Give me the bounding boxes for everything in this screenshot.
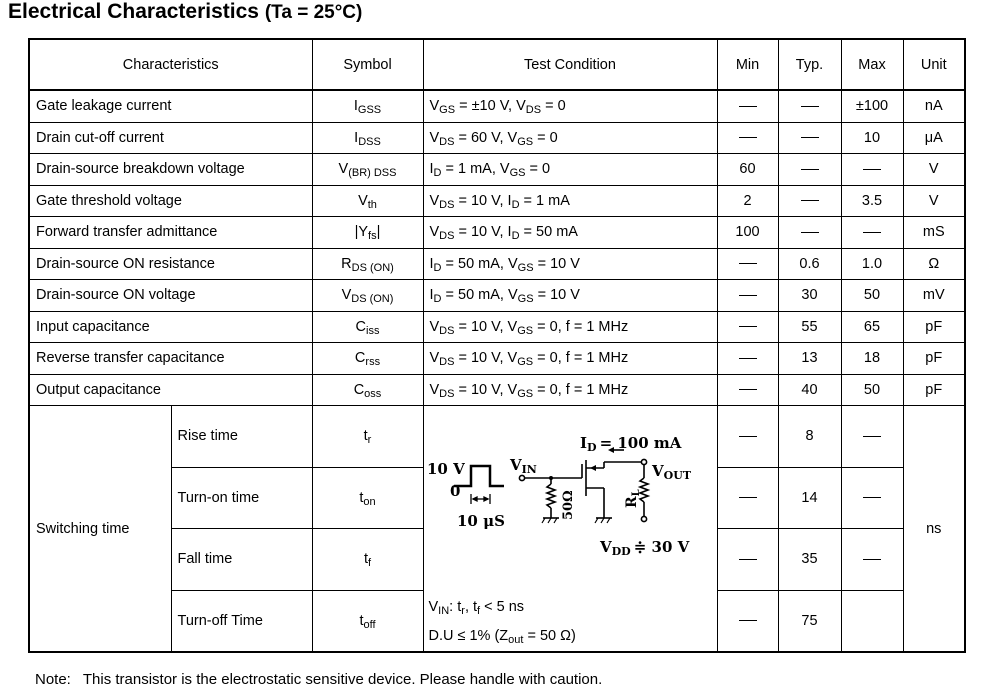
unit-value: mS (903, 217, 965, 249)
symbol-sub: fs (368, 230, 377, 243)
typ-value-text: 14 (801, 489, 818, 506)
test-condition-cell (423, 343, 717, 375)
symbol-cell (312, 374, 423, 406)
test-circuit-cell (423, 406, 717, 653)
header-typ: Typ. (778, 39, 841, 90)
max-value-text: 65 (863, 318, 881, 335)
symbol-main: C (355, 318, 367, 335)
symbol-main: I (353, 98, 358, 115)
cond-var: V (499, 161, 510, 178)
max-value-text: ±100 (855, 98, 889, 115)
cond-value: = 50 mA (519, 224, 578, 241)
dash-mark (801, 232, 819, 233)
pulse-high-label: 10 V (426, 460, 465, 478)
footnote (35, 671, 602, 688)
cond-var: I (507, 192, 512, 209)
typ-value (778, 374, 841, 406)
min-value (717, 185, 778, 217)
typ-value (778, 248, 841, 280)
min-value (717, 90, 778, 122)
dash-mark (739, 358, 757, 359)
min-value (717, 374, 778, 406)
symbol-sub: DS (ON) (351, 293, 394, 306)
symbol-sub: iss (366, 324, 380, 337)
table-row (29, 154, 965, 186)
symbol-main: t (363, 428, 368, 445)
test-condition-cell (423, 280, 717, 312)
typ-value (778, 590, 841, 652)
cond-var: V (429, 192, 440, 209)
dash-mark (801, 169, 819, 170)
symbol-sub: oss (364, 387, 382, 400)
symbol-main: I (354, 129, 359, 146)
max-value (841, 185, 903, 217)
cond-var: V (507, 318, 518, 335)
cond-value: = 10 V, (454, 350, 508, 367)
page-title (8, 0, 362, 24)
electrical-characteristics-table (28, 38, 966, 653)
typ-value-text: 13 (801, 350, 818, 367)
cond-var-sub: GS (517, 356, 534, 369)
min-value (717, 311, 778, 343)
symbol-sub: off (363, 618, 376, 631)
cond-var-sub: DS (439, 356, 455, 369)
min-value (717, 529, 778, 591)
cond-var-sub: D (433, 293, 442, 306)
header-test-condition: Test Condition (423, 39, 717, 90)
min-value (717, 467, 778, 529)
symbol-cell (312, 248, 423, 280)
switching-group-label: Switching time (29, 406, 171, 653)
typ-value (778, 529, 841, 591)
max-value-text: 50 (863, 381, 881, 398)
cond-value: = 10 V (533, 287, 580, 304)
max-value (841, 311, 903, 343)
max-value (841, 122, 903, 154)
dash-mark (801, 106, 819, 107)
min-value (717, 248, 778, 280)
symbol-sub: th (367, 198, 377, 211)
table-row (29, 90, 965, 122)
cond-var: V (507, 255, 518, 272)
dash-mark (739, 137, 757, 138)
symbol-main: C (353, 381, 365, 398)
typ-value (778, 311, 841, 343)
max-value (841, 248, 903, 280)
dash-mark (739, 106, 757, 107)
max-value-text: 3.5 (861, 192, 883, 209)
cond-var: V (516, 98, 526, 115)
cond-var-sub: D (511, 230, 520, 243)
dash-mark (863, 436, 881, 437)
cond-var: V (429, 129, 440, 146)
cond-value: = 10 V, (454, 318, 508, 335)
cond-var: I (429, 161, 434, 178)
cond-value: = 60 V, (454, 129, 508, 146)
symbol-cell (312, 343, 423, 375)
header-row (29, 39, 965, 90)
typ-value (778, 154, 841, 186)
symbol-cell (312, 590, 423, 652)
symbol-main: R (341, 255, 352, 272)
min-value (717, 217, 778, 249)
cond-var: V (429, 350, 440, 367)
unit-value: nA (903, 90, 965, 122)
min-value-text: 100 (735, 224, 760, 241)
typ-value (778, 122, 841, 154)
symbol-main: t (363, 551, 368, 568)
unit-value: mV (903, 280, 965, 312)
title-condition: (Ta = 25°C) (264, 2, 363, 23)
vin-terminal (519, 475, 524, 480)
test-condition-cell (423, 90, 717, 122)
symbol-main: |Y (354, 224, 369, 241)
cond-value: = 0 (533, 129, 558, 146)
dash-mark (739, 559, 757, 560)
cond-var: V (507, 287, 518, 304)
dash-mark (739, 436, 757, 437)
min-value (717, 280, 778, 312)
cond-value: = 10 V (533, 255, 580, 272)
footnote-label: Note: (35, 671, 71, 688)
dash-mark (801, 200, 819, 201)
header-min: Min (717, 39, 778, 90)
cond-var-sub: GS (439, 104, 456, 117)
max-value (841, 467, 903, 529)
symbol-cell (312, 122, 423, 154)
dash-mark (863, 232, 881, 233)
symbol-tail: | (376, 224, 381, 241)
symbol-cell (312, 90, 423, 122)
characteristic-name: Input capacitance (29, 311, 312, 343)
symbol-sub: (BR) DSS (348, 167, 397, 180)
symbol-main: t (359, 612, 364, 629)
typ-value (778, 90, 841, 122)
max-value-text: 10 (863, 129, 881, 146)
max-value (841, 154, 903, 186)
dash-mark (739, 295, 757, 296)
test-condition-cell (423, 311, 717, 343)
rl-label: $R_L$ (623, 489, 642, 508)
switching-param-name: Turn-off Time (171, 590, 312, 652)
symbol-cell (312, 467, 423, 529)
cond-var: V (429, 318, 440, 335)
cond-value: = 0, f = 1 MHz (533, 350, 629, 367)
switching-param-name: Turn-on time (171, 467, 312, 529)
test-condition-cell (423, 122, 717, 154)
symbol-main: t (359, 489, 364, 506)
cond-var: V (429, 381, 440, 398)
unit-value: V (903, 185, 965, 217)
typ-value (778, 185, 841, 217)
min-value-text: 60 (739, 161, 756, 178)
unit-value: pF (903, 374, 965, 406)
typ-value (778, 467, 841, 529)
unit-value: pF (903, 311, 965, 343)
table-row (29, 122, 965, 154)
vdd-label: $V_{DD}$ ≑ 30 V (599, 538, 689, 558)
typ-value (778, 280, 841, 312)
unit-value: pF (903, 343, 965, 375)
table-row (29, 217, 965, 249)
typ-value-text: 40 (801, 381, 818, 398)
cond-var-sub: D (433, 261, 442, 274)
symbol-sub: on (363, 495, 376, 508)
max-value (841, 529, 903, 591)
cond-var: I (429, 287, 434, 304)
dash-mark (863, 497, 881, 498)
characteristic-name: Gate threshold voltage (29, 185, 312, 217)
test-condition-cell (423, 217, 717, 249)
switching-param-name: Rise time (171, 406, 312, 468)
cond-value: = 0, f = 1 MHz (533, 381, 629, 398)
cond-var-sub: DS (439, 198, 455, 211)
cond-var-sub: GS (517, 324, 534, 337)
cond-value: = 50 mA, (441, 255, 508, 272)
symbol-main: V (338, 161, 349, 178)
footnote-text: This transistor is the electrostatic sensitive device. Please handle with caution. (82, 671, 603, 688)
pulse-low-label: 0 (449, 482, 460, 500)
cond-var-sub: GS (509, 167, 526, 180)
test-condition-cell (423, 185, 717, 217)
symbol-sub: DS (ON) (351, 261, 394, 274)
cond-var-sub: DS (439, 230, 455, 243)
switching-test-circuit-diagram (424, 406, 717, 592)
id-label: $I_D = 100$ mA (579, 434, 681, 454)
test-condition-cell (423, 374, 717, 406)
switching-param-name: Fall time (171, 529, 312, 591)
table-row (29, 280, 965, 312)
dash-mark (739, 497, 757, 498)
header-unit: Unit (903, 39, 965, 90)
symbol-main: V (358, 192, 368, 209)
min-value (717, 590, 778, 652)
characteristic-name: Reverse transfer capacitance (29, 343, 312, 375)
symbol-cell (312, 217, 423, 249)
table-row (29, 185, 965, 217)
typ-value (778, 217, 841, 249)
cond-var-sub: GS (517, 135, 534, 148)
max-value (841, 90, 903, 122)
cond-var-sub: DS (439, 135, 455, 148)
cond-var-sub: GS (517, 293, 534, 306)
typ-value-text: 55 (801, 318, 818, 335)
cond-var: V (507, 350, 518, 367)
max-value (841, 280, 903, 312)
cond-var-sub: DS (525, 104, 542, 117)
table-row (29, 248, 965, 280)
characteristic-name: Drain-source ON voltage (29, 280, 312, 312)
vdd-terminal (641, 516, 646, 521)
dash-mark (739, 389, 757, 390)
min-value (717, 343, 778, 375)
characteristic-name: Forward transfer admittance (29, 217, 312, 249)
switching-row (29, 406, 965, 468)
typ-value-text: 8 (805, 428, 814, 445)
characteristic-name: Drain-source ON resistance (29, 248, 312, 280)
symbol-cell (312, 280, 423, 312)
cond-var: I (507, 224, 512, 241)
cond-value: = 10 V, (454, 224, 508, 241)
switching-unit: ns (903, 406, 965, 653)
circuit-note-1: $V_{IN}$: $t_r$, $t_f < 5$ ns (428, 599, 525, 617)
typ-value-text: 75 (801, 612, 818, 629)
cond-var-sub: D (511, 198, 520, 211)
vin-label: $V_{IN}$ (509, 456, 537, 476)
characteristic-name: Drain cut-off current (29, 122, 312, 154)
symbol-sub: GSS (357, 104, 382, 117)
max-value (841, 406, 903, 468)
max-value (841, 374, 903, 406)
cond-var: V (507, 381, 518, 398)
symbol-sub: DSS (358, 135, 381, 148)
max-value-text: 1.0 (861, 255, 883, 272)
cond-value: = 0 (541, 98, 566, 115)
test-condition-cell (423, 248, 717, 280)
min-value (717, 122, 778, 154)
cond-value: = 10 V, (454, 192, 508, 209)
circuit-note-2: D.U ≤ 1% ($Z_{out} = 50$ Ω) (428, 628, 576, 646)
min-value-text: 2 (743, 192, 752, 209)
min-value (717, 154, 778, 186)
cond-value: = 1 mA (519, 192, 570, 209)
pulse-width-label: 10 μS (456, 512, 505, 530)
unit-value: Ω (903, 248, 965, 280)
cond-var: V (429, 98, 440, 115)
characteristic-name: Gate leakage current (29, 90, 312, 122)
cond-var: I (429, 255, 434, 272)
cond-var: V (507, 129, 518, 146)
symbol-cell (312, 529, 423, 591)
symbol-cell (312, 311, 423, 343)
cond-value: = 0 (525, 161, 551, 178)
max-value-empty (841, 590, 903, 652)
unit-value: V (903, 154, 965, 186)
typ-value (778, 343, 841, 375)
dash-mark (863, 559, 881, 560)
symbol-cell (312, 185, 423, 217)
symbol-cell (312, 154, 423, 186)
max-value (841, 343, 903, 375)
max-value (841, 217, 903, 249)
table-row (29, 311, 965, 343)
title-text: Electrical Characteristics (8, 0, 259, 23)
cond-value: = 0, f = 1 MHz (533, 318, 629, 335)
min-value (717, 406, 778, 468)
symbol-main: C (354, 350, 366, 367)
cond-var-sub: GS (517, 261, 534, 274)
cond-var-sub: GS (517, 387, 534, 400)
typ-value-text: 0.6 (799, 255, 820, 272)
header-max: Max (841, 39, 903, 90)
cond-value: = 10 V, (454, 381, 508, 398)
dash-mark (739, 263, 757, 264)
cond-var-sub: DS (439, 387, 455, 400)
max-value-text: 18 (863, 350, 881, 367)
gate-resistor-label: 50Ω (560, 490, 576, 520)
typ-value-text: 30 (801, 287, 818, 304)
dash-mark (863, 169, 881, 170)
dash-mark (739, 326, 757, 327)
cond-value: = 50 mA, (441, 287, 508, 304)
symbol-sub: rss (365, 356, 381, 369)
characteristic-name: Drain-source breakdown voltage (29, 154, 312, 186)
header-characteristics: Characteristics (29, 39, 312, 90)
vout-label: $V_{OUT}$ (651, 462, 691, 482)
symbol-main: V (341, 287, 352, 304)
max-value-text: 50 (863, 287, 881, 304)
cond-var: V (429, 224, 440, 241)
gate-resistor-zigzag (547, 484, 555, 508)
typ-value (778, 406, 841, 468)
characteristic-name: Output capacitance (29, 374, 312, 406)
cond-var-sub: D (433, 167, 442, 180)
table-row (29, 374, 965, 406)
dash-mark (739, 620, 757, 621)
symbol-sub: r (367, 434, 372, 447)
header-symbol: Symbol (312, 39, 423, 90)
cond-value: = ±10 V, (455, 98, 517, 115)
unit-value: μA (903, 122, 965, 154)
dash-mark (801, 137, 819, 138)
symbol-sub: f (367, 557, 372, 570)
symbol-cell (312, 406, 423, 468)
typ-value-text: 35 (801, 551, 818, 568)
test-condition-cell (423, 154, 717, 186)
table-row (29, 343, 965, 375)
cond-var-sub: DS (439, 324, 455, 337)
cond-value: = 1 mA, (441, 161, 500, 178)
